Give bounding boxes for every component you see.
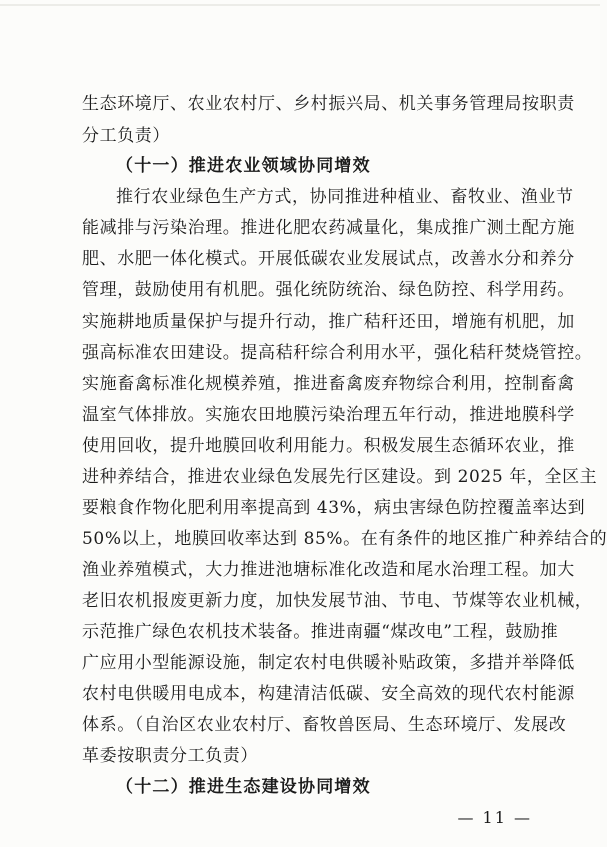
top-edge-shadow <box>0 4 600 6</box>
text-line-13: 进种养结合，推进农业绿色发展先行区建设。到 2025 年，全区主 <box>82 467 598 487</box>
text-line-8: 实施耕地质量保护与提升行动，推广秸秆还田，增施有机肥，加 <box>82 312 575 332</box>
text-line-19: 广应用小型能源设施，制定农村电供暖补贴政策，多措并举降低 <box>82 653 575 673</box>
text-line-9: 强高标准农田建设。提高秸秆综合利用水平，强化秸秆焚烧管控。 <box>82 343 593 363</box>
text-line-21: 体系。（自治区农业农村厅、畜牧兽医局、生态环境厅、发展改 <box>82 715 567 735</box>
text-line-5: 能减排与污染治理。推进化肥农药减量化，集成推广测土配方施 <box>82 218 575 238</box>
text-line-6: 肥、水肥一体化模式。开展低碳农业发展试点，改善水分和养分 <box>82 249 575 269</box>
text-line-11: 温室气体排放。实施农田地膜污染治理五年行动，推进地膜科学 <box>82 405 575 425</box>
section-heading-12: （十二）推进生态建设协同增效 <box>116 777 371 797</box>
text-line-7: 管理，鼓励使用有机肥。强化统防统治、绿色防控、科学用药。 <box>82 280 575 300</box>
text-line-15: 50%以上，地膜回收率达到 85%。在有条件的地区推广种养结合的 <box>82 529 607 549</box>
text-line-14: 要粮食作物化肥利用率提高到 43%，病虫害绿色防控覆盖率达到 <box>82 498 586 518</box>
section-heading-11: （十一）推进农业领域协同增效 <box>116 156 371 176</box>
text-line-20: 农村电供暖用电成本，构建清洁低碳、安全高效的现代农村能源 <box>82 684 575 704</box>
text-line-12: 使用回收，提升地膜回收利用能力。积极发展生态循环农业，推 <box>82 436 575 456</box>
text-line-2: 分工负责） <box>82 126 170 146</box>
text-line-18: 示范推广绿色农机技术装备。推进南疆“煤改电”工程，鼓励推 <box>82 622 559 642</box>
text-line-22: 革委按职责分工负责） <box>82 746 258 766</box>
text-line-17: 老旧农机报废更新力度，加快发展节油、节电、节煤等农业机械， <box>82 591 593 611</box>
text-line-1: 生态环境厅、农业农村厅、乡村振兴局、机关事务管理局按职责 <box>82 94 575 114</box>
text-line-10: 实施畜禽标准化规模养殖，推进畜禽废弃物综合利用，控制畜禽 <box>82 374 575 394</box>
page-number: — 11 — <box>457 808 532 827</box>
text-line-16: 渔业养殖模式，大力推进池塘标准化改造和尾水治理工程。加大 <box>82 560 575 580</box>
text-line-4: 推行农业绿色生产方式，协同推进种植业、畜牧业、渔业节 <box>116 187 574 207</box>
